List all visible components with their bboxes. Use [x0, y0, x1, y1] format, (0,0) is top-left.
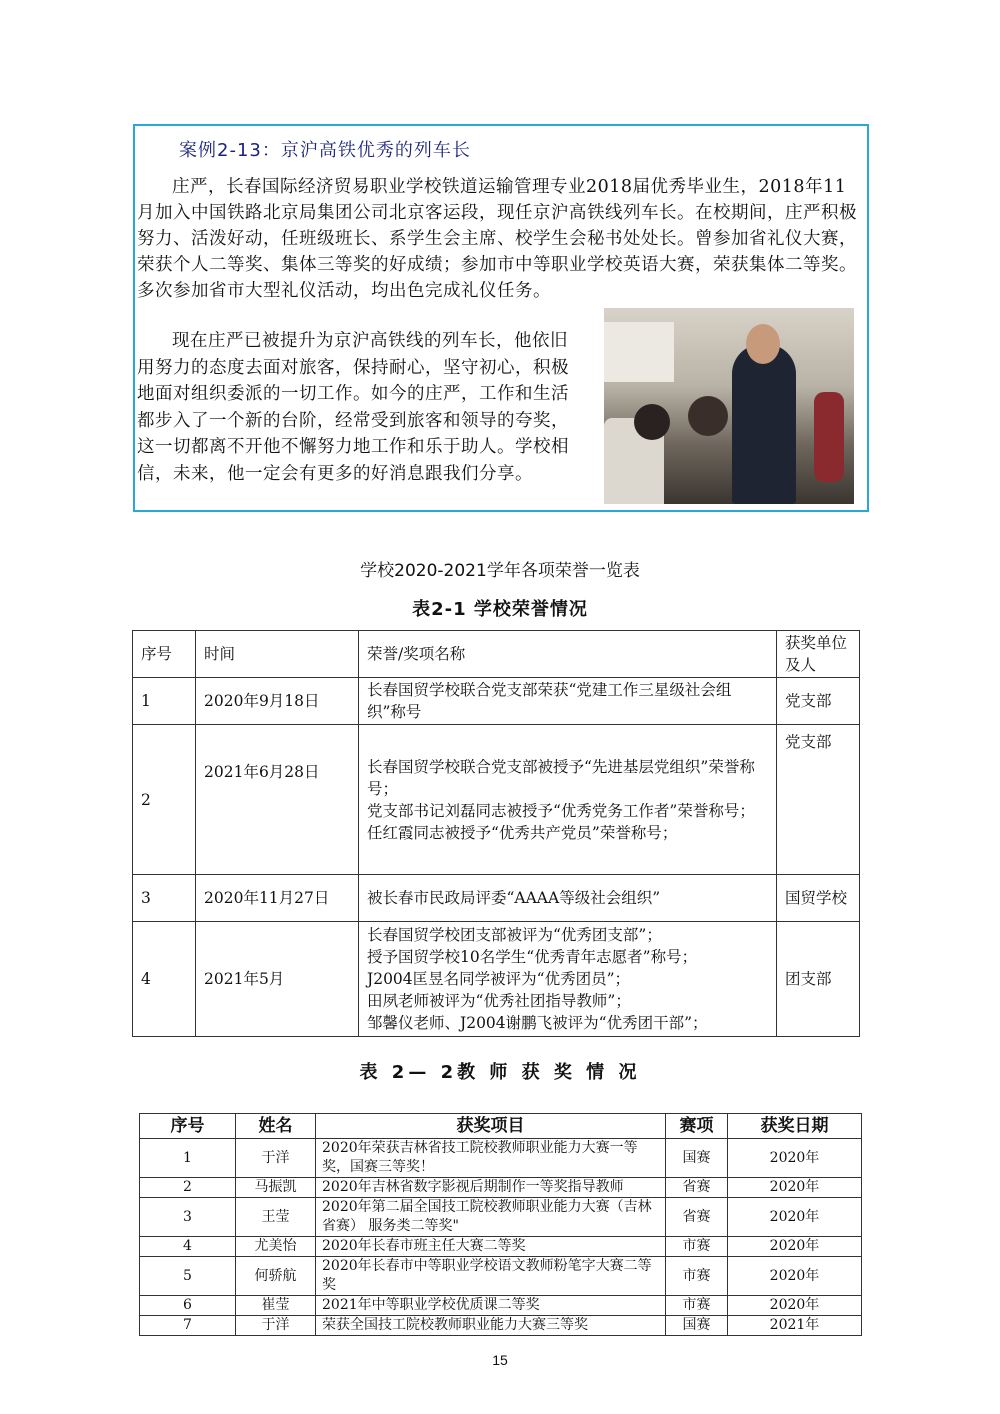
row-date: 2021年6月28日 [196, 725, 359, 875]
row-unit: 党支部 [777, 725, 860, 875]
case-study-box [133, 124, 869, 512]
row-award: 长春国贸学校团支部被评为“优秀团支部”； 授予国贸学校10名学生“优秀青年志愿者”称号； J2004匡昱名同学被评为“优秀团员”； 田夙老师被评为“优秀社团指导教师”； 邹馨仪老师、J2004谢鹏飞被评为“优秀团干部”； [359, 922, 777, 1037]
row-project: 荣获全国技工院校教师职业能力大赛三等奖 [316, 1316, 666, 1336]
row-project: 2021年中等职业学校优质课二等奖 [316, 1296, 666, 1316]
conductor-head [746, 324, 780, 364]
honors-list-heading: 学校2020-2021学年各项荣誉一览表 [360, 561, 640, 581]
school-honors-table [132, 630, 860, 1037]
row-level: 国赛 [666, 1316, 728, 1336]
table-row [140, 1316, 862, 1336]
row-level: 市赛 [666, 1296, 728, 1316]
table-header-row [133, 631, 860, 678]
train-window [604, 322, 674, 382]
train-conductor-photo [604, 308, 854, 504]
header-cell: 序号 [140, 1114, 236, 1139]
row-date: 2020年 [728, 1237, 862, 1257]
header-cell: 获奖项目 [316, 1114, 666, 1139]
row-level: 省赛 [666, 1198, 728, 1237]
row-date: 2021年5月 [196, 922, 359, 1037]
table-row [140, 1237, 862, 1257]
row-number: 7 [140, 1316, 236, 1336]
case-title: 案例2-13：京沪高铁优秀的列车长 [179, 140, 471, 161]
table1-caption: 表2-1 学校荣誉情况 [412, 599, 588, 620]
row-level: 市赛 [666, 1237, 728, 1257]
row-level: 省赛 [666, 1178, 728, 1198]
row-number: 2 [140, 1178, 236, 1198]
table-row [133, 922, 860, 1037]
table-row [140, 1257, 862, 1296]
row-name: 尤美怡 [236, 1237, 316, 1257]
case-paragraph-1: 庄严，长春国际经济贸易职业学校铁道运输管理专业2018届优秀毕业生，2018年11月加入中国铁路北京局集团公司北京客运段，现任京沪高铁线列车长。在校期间，庄严积极努力、活泼好动，任班级班长、系学生会主席、校学生会秘书处处长。曾参加省礼仪大赛，荣获个人二等奖、集体三等奖的好成绩；参加市中等职业学校英语大赛，荣获集体二等奖。多次参加省市大型礼仪活动，均出色完成礼仪任务。 [137, 177, 857, 301]
row-level: 市赛 [666, 1257, 728, 1296]
row-number: 5 [140, 1257, 236, 1296]
passenger [688, 396, 728, 436]
row-number: 4 [140, 1237, 236, 1257]
row-award: 长春国贸学校联合党支部荣获“党建工作三星级社会组织”称号 [359, 678, 777, 725]
row-date: 2020年 [728, 1178, 862, 1198]
row-number: 1 [140, 1139, 236, 1178]
row-number: 3 [140, 1198, 236, 1237]
row-number: 2 [133, 725, 196, 875]
page-number: 15 [492, 1352, 508, 1368]
table-header-row [140, 1114, 862, 1139]
row-number: 6 [140, 1296, 236, 1316]
row-date: 2020年11月27日 [196, 875, 359, 922]
header-cell: 荣誉/奖项名称 [359, 631, 777, 678]
row-name: 何骄航 [236, 1257, 316, 1296]
header-cell: 姓名 [236, 1114, 316, 1139]
table2-caption: 表 2— 2教 师 获 奖 情 况 [359, 1062, 641, 1083]
row-unit: 党支部 [777, 678, 860, 725]
row-date: 2020年 [728, 1257, 862, 1296]
passenger [634, 404, 670, 440]
table-row [133, 678, 860, 725]
row-date: 2020年9月18日 [196, 678, 359, 725]
row-date: 2020年 [728, 1139, 862, 1178]
table-row [140, 1178, 862, 1198]
row-project: 2020年荣获吉林省技工院校教师职业能力大赛一等奖，国赛三等奖！ [316, 1139, 666, 1178]
table-row [133, 875, 860, 922]
row-award: 被长春市民政局评委“AAAA等级社会组织” [359, 875, 777, 922]
row-date: 2020年 [728, 1296, 862, 1316]
row-date: 2020年 [728, 1198, 862, 1237]
row-project: 2020年长春市班主任大赛二等奖 [316, 1237, 666, 1257]
row-number: 4 [133, 922, 196, 1037]
header-cell: 赛项 [666, 1114, 728, 1139]
row-name: 马振凯 [236, 1178, 316, 1198]
header-cell: 获奖日期 [728, 1114, 862, 1139]
header-cell: 时间 [196, 631, 359, 678]
table-row [140, 1296, 862, 1316]
passenger [814, 392, 844, 482]
row-unit: 国贸学校 [777, 875, 860, 922]
row-project: 2020年吉林省数字影视后期制作一等奖指导教师 [316, 1178, 666, 1198]
table-row [133, 725, 860, 875]
row-unit: 团支部 [777, 922, 860, 1037]
table-row [140, 1198, 862, 1237]
row-date: 2021年 [728, 1316, 862, 1336]
row-project: 2020年第二届全国技工院校教师职业能力大赛（吉林省赛） 服务类二等奖" [316, 1198, 666, 1237]
header-cell: 序号 [133, 631, 196, 678]
row-award: 长春国贸学校联合党支部被授予“先进基层党组织”荣誉称号； 党支部书记刘磊同志被授予“优秀党务工作者”荣誉称号； 任红霞同志被授予“优秀共产党员”荣誉称号； [359, 725, 777, 875]
conductor-figure [732, 344, 796, 504]
row-number: 1 [133, 678, 196, 725]
row-name: 崔莹 [236, 1296, 316, 1316]
row-number: 3 [133, 875, 196, 922]
row-project: 2020年长春市中等职业学校语文教师粉笔字大赛二等奖 [316, 1257, 666, 1296]
header-cell: 获奖单位及人 [777, 631, 860, 678]
row-name: 于洋 [236, 1316, 316, 1336]
case-paragraph-2: 现在庄严已被提升为京沪高铁线的列车长，他依旧用努力的态度去面对旅客，保持耐心，坚守初心，积极地面对组织委派的一切工作。如今的庄严，工作和生活都步入了一个新的台阶，经常受到旅客和领导的夸奖，这一切都离不开他不懈努力地工作和乐于助人。学校相信，未来，他一定会有更多的好消息跟我们分享。 [137, 331, 569, 484]
teacher-awards-table [139, 1113, 862, 1336]
row-name: 于洋 [236, 1139, 316, 1178]
table-row [140, 1139, 862, 1178]
row-level: 国赛 [666, 1139, 728, 1178]
row-name: 王莹 [236, 1198, 316, 1237]
